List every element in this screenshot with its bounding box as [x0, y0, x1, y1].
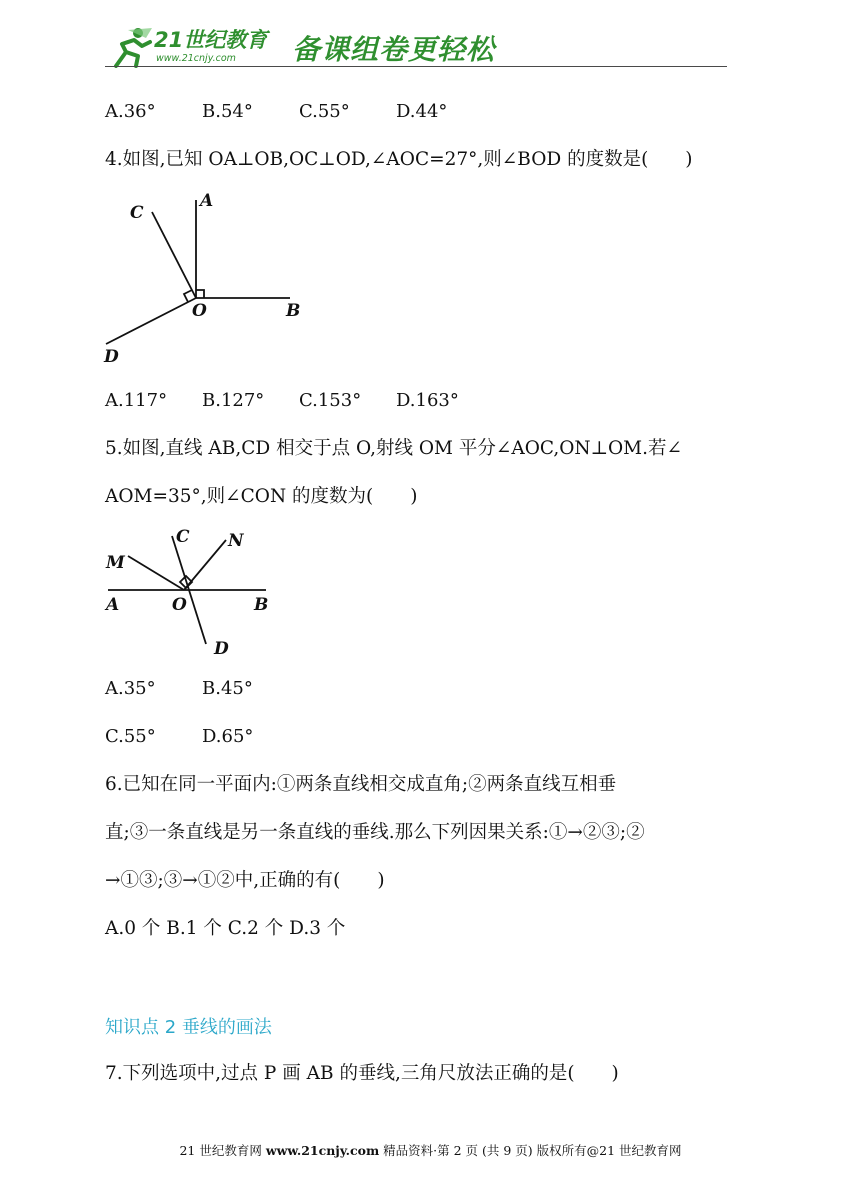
footer-url[interactable]: www.21cnjy.com [265, 1143, 380, 1158]
q5-figure [100, 520, 290, 660]
q6-stem-line3: →①③;③→①②中,正确的有( ) [105, 870, 385, 891]
q3-option-b: B.54° [202, 101, 253, 122]
q6-options: A.0 个 B.1 个 C.2 个 D.3 个 [105, 918, 346, 939]
q6-stem-line2: 直;③一条直线是另一条直线的垂线.那么下列因果关系:①→②③;② [105, 822, 645, 843]
label-a: A [106, 595, 120, 615]
q4-figure [100, 186, 310, 366]
q5-stem-line2: AOM=35°,则∠CON 的度数为( ) [105, 486, 418, 507]
page-footer [0, 1141, 861, 1159]
q4-option-a: A.117° [105, 390, 168, 411]
label-n: N [228, 531, 244, 551]
footer-info: 精品资料·第 2 页 (共 9 页) 版权所有@21 世纪教育网 [383, 1143, 682, 1158]
label-o: O [172, 595, 187, 615]
label-o: O [192, 301, 207, 321]
label-b: B [254, 595, 269, 615]
q4-option-c: C.153° [299, 390, 362, 411]
label-c: C [130, 203, 144, 223]
ray-oc [152, 212, 196, 298]
brand-url: www.21cnjy.com [156, 53, 236, 64]
label-m: M [106, 553, 125, 573]
label-c: C [176, 527, 190, 547]
q5-option-c: C.55° [105, 726, 156, 747]
label-d: D [214, 639, 229, 659]
runner-logo-icon [108, 26, 154, 68]
q5-option-a: A.35° [105, 678, 156, 699]
q5-option-b: B.45° [202, 678, 253, 699]
brand-logo-text: 21世纪教育 [154, 28, 268, 52]
footer-site: 21 世纪教育网 [179, 1143, 262, 1158]
q4-option-d: D.163° [396, 390, 459, 411]
q4-stem: 4.如图,已知 OA⊥OB,OC⊥OD,∠AOC=27°,则∠BOD 的度数是( ) [105, 149, 693, 170]
q3-option-a: A.36° [105, 101, 156, 122]
q3-option-d: D.44° [396, 101, 448, 122]
q7-stem: 7.下列选项中,过点 P 画 AB 的垂线,三角尺放法正确的是( ) [105, 1063, 619, 1084]
q6-stem-line1: 6.已知在同一平面内:①两条直线相交成直角;②两条直线互相垂 [105, 774, 617, 795]
header-slogan: 备课组卷更轻松 [292, 33, 496, 66]
label-b: B [286, 301, 301, 321]
q5-option-d: D.65° [202, 726, 254, 747]
ray-om [128, 556, 184, 590]
knowledge-point-heading: 知识点 2 垂线的画法 [105, 1017, 272, 1038]
q5-stem-line1: 5.如图,直线 AB,CD 相交于点 O,射线 OM 平分∠AOC,ON⊥OM.若∠ [105, 438, 682, 459]
q3-option-c: C.55° [299, 101, 350, 122]
label-d: D [104, 347, 119, 366]
q4-option-b: B.127° [202, 390, 265, 411]
right-angle-mark-aob [196, 290, 204, 298]
header-divider [105, 66, 727, 67]
ray-od [106, 298, 196, 344]
label-a: A [200, 191, 214, 211]
